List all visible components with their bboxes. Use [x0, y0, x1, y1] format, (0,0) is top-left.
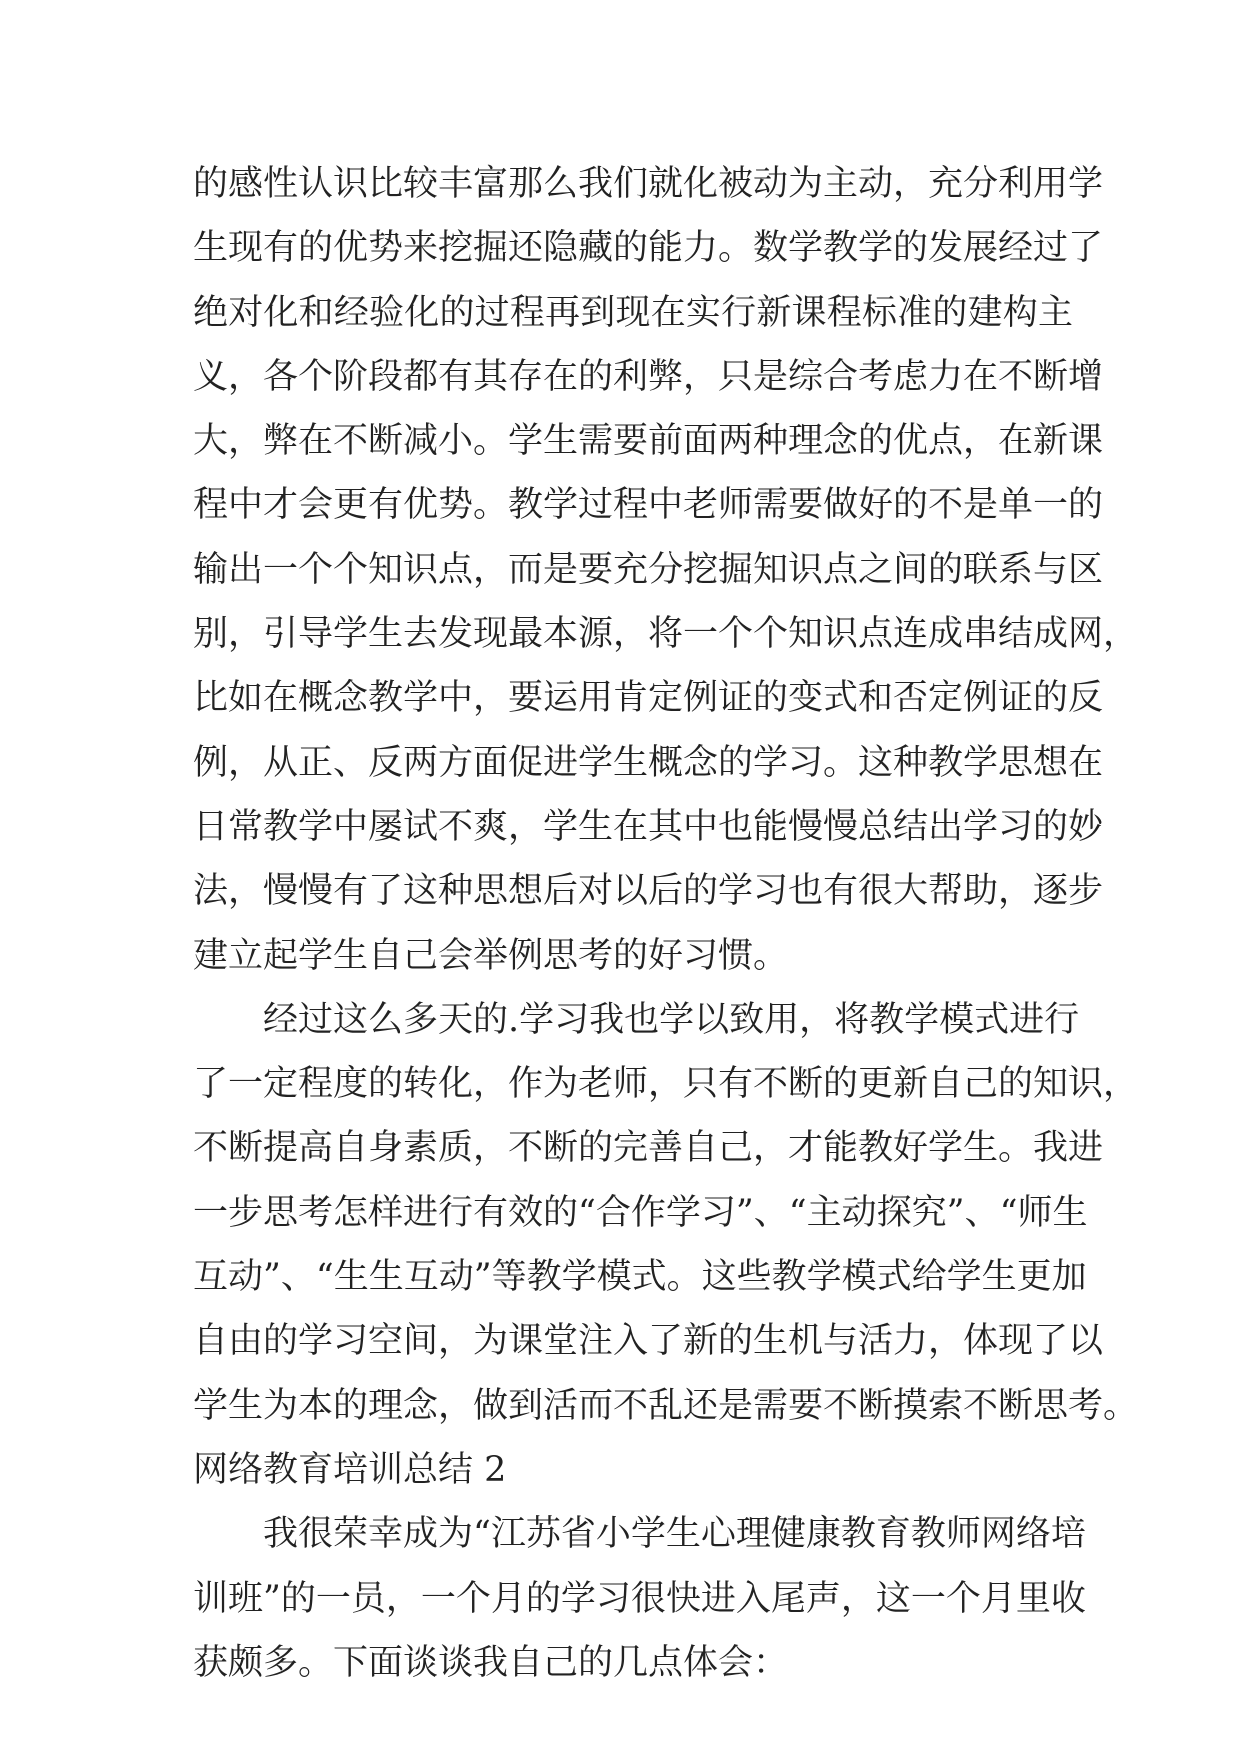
text-line-1: 的感性认识比较丰富那么我们就化被动为主动，充分利用学: [193, 164, 1104, 204]
text-line-7: 输出一个个知识点，而是要充分挖掘知识点之间的联系与区: [193, 549, 1104, 590]
text-line-18: 互动”、“生生互动”等教学模式。这些教学模式给学生更加: [193, 1257, 1087, 1298]
text-line-20: 学生为本的理念，做到活而不乱还是需要不断摸索不断思考。: [193, 1385, 1139, 1426]
text-line-22: 我很荣幸成为“江苏省小学生心理健康教育教师网络培: [263, 1514, 1086, 1555]
text-line-11: 日常教学中屡试不爽，学生在其中也能慢慢总结出学习的妙: [193, 806, 1104, 847]
text-line-4: 义，各个阶段都有其存在的利弊，只是综合考虑力在不断增: [193, 356, 1104, 397]
text-line-10: 例，从正、反两方面促进学生概念的学习。这种教学思想在: [193, 742, 1104, 783]
text-line-14: 经过这么多天的.学习我也学以致用，将教学模式进行: [263, 999, 1080, 1040]
document-body: [193, 152, 1139, 1695]
text-line-23: 训班”的一员，一个月的学习很快进入尾声，这一个月里收: [193, 1578, 1086, 1619]
text-line-15: 了一定程度的转化，作为老师，只有不断的更新自己的知识，: [193, 1064, 1139, 1105]
text-line-19: 自由的学习空间，为课堂注入了新的生机与活力，体现了以: [193, 1321, 1104, 1362]
text-line-16: 不断提高自身素质，不断的完善自己，才能教好学生。我进: [193, 1128, 1104, 1169]
text-line-6: 程中才会更有优势。教学过程中老师需要做好的不是单一的: [193, 485, 1104, 526]
text-line-9: 比如在概念教学中，要运用肯定例证的变式和否定例证的反: [193, 678, 1104, 719]
text-line-13: 建立起学生自己会举例思考的好习惯。: [193, 935, 789, 976]
text-line-5: 大，弊在不断减小。学生需要前面两种理念的优点，在新课: [193, 421, 1104, 462]
text-line-2: 生现有的优势来挖掘还隐藏的能力。数学教学的发展经过了: [193, 228, 1104, 269]
text-line-3: 绝对化和经验化的过程再到现在实行新课程标准的建构主: [193, 292, 1073, 333]
text-line-17: 一步思考怎样进行有效的“合作学习”、“主动探究”、“师生: [193, 1192, 1088, 1233]
text-line-8: 别，引导学生去发现最本源，将一个个知识点连成串结成网，: [193, 614, 1139, 655]
text-line-24: 获颇多。下面谈谈我自己的几点体会：: [193, 1642, 789, 1683]
section-heading: 网络教育培训总结 2: [193, 1449, 507, 1490]
text-line-12: 法，慢慢有了这种思想后对以后的学习也有很大帮助，逐步: [193, 871, 1104, 912]
